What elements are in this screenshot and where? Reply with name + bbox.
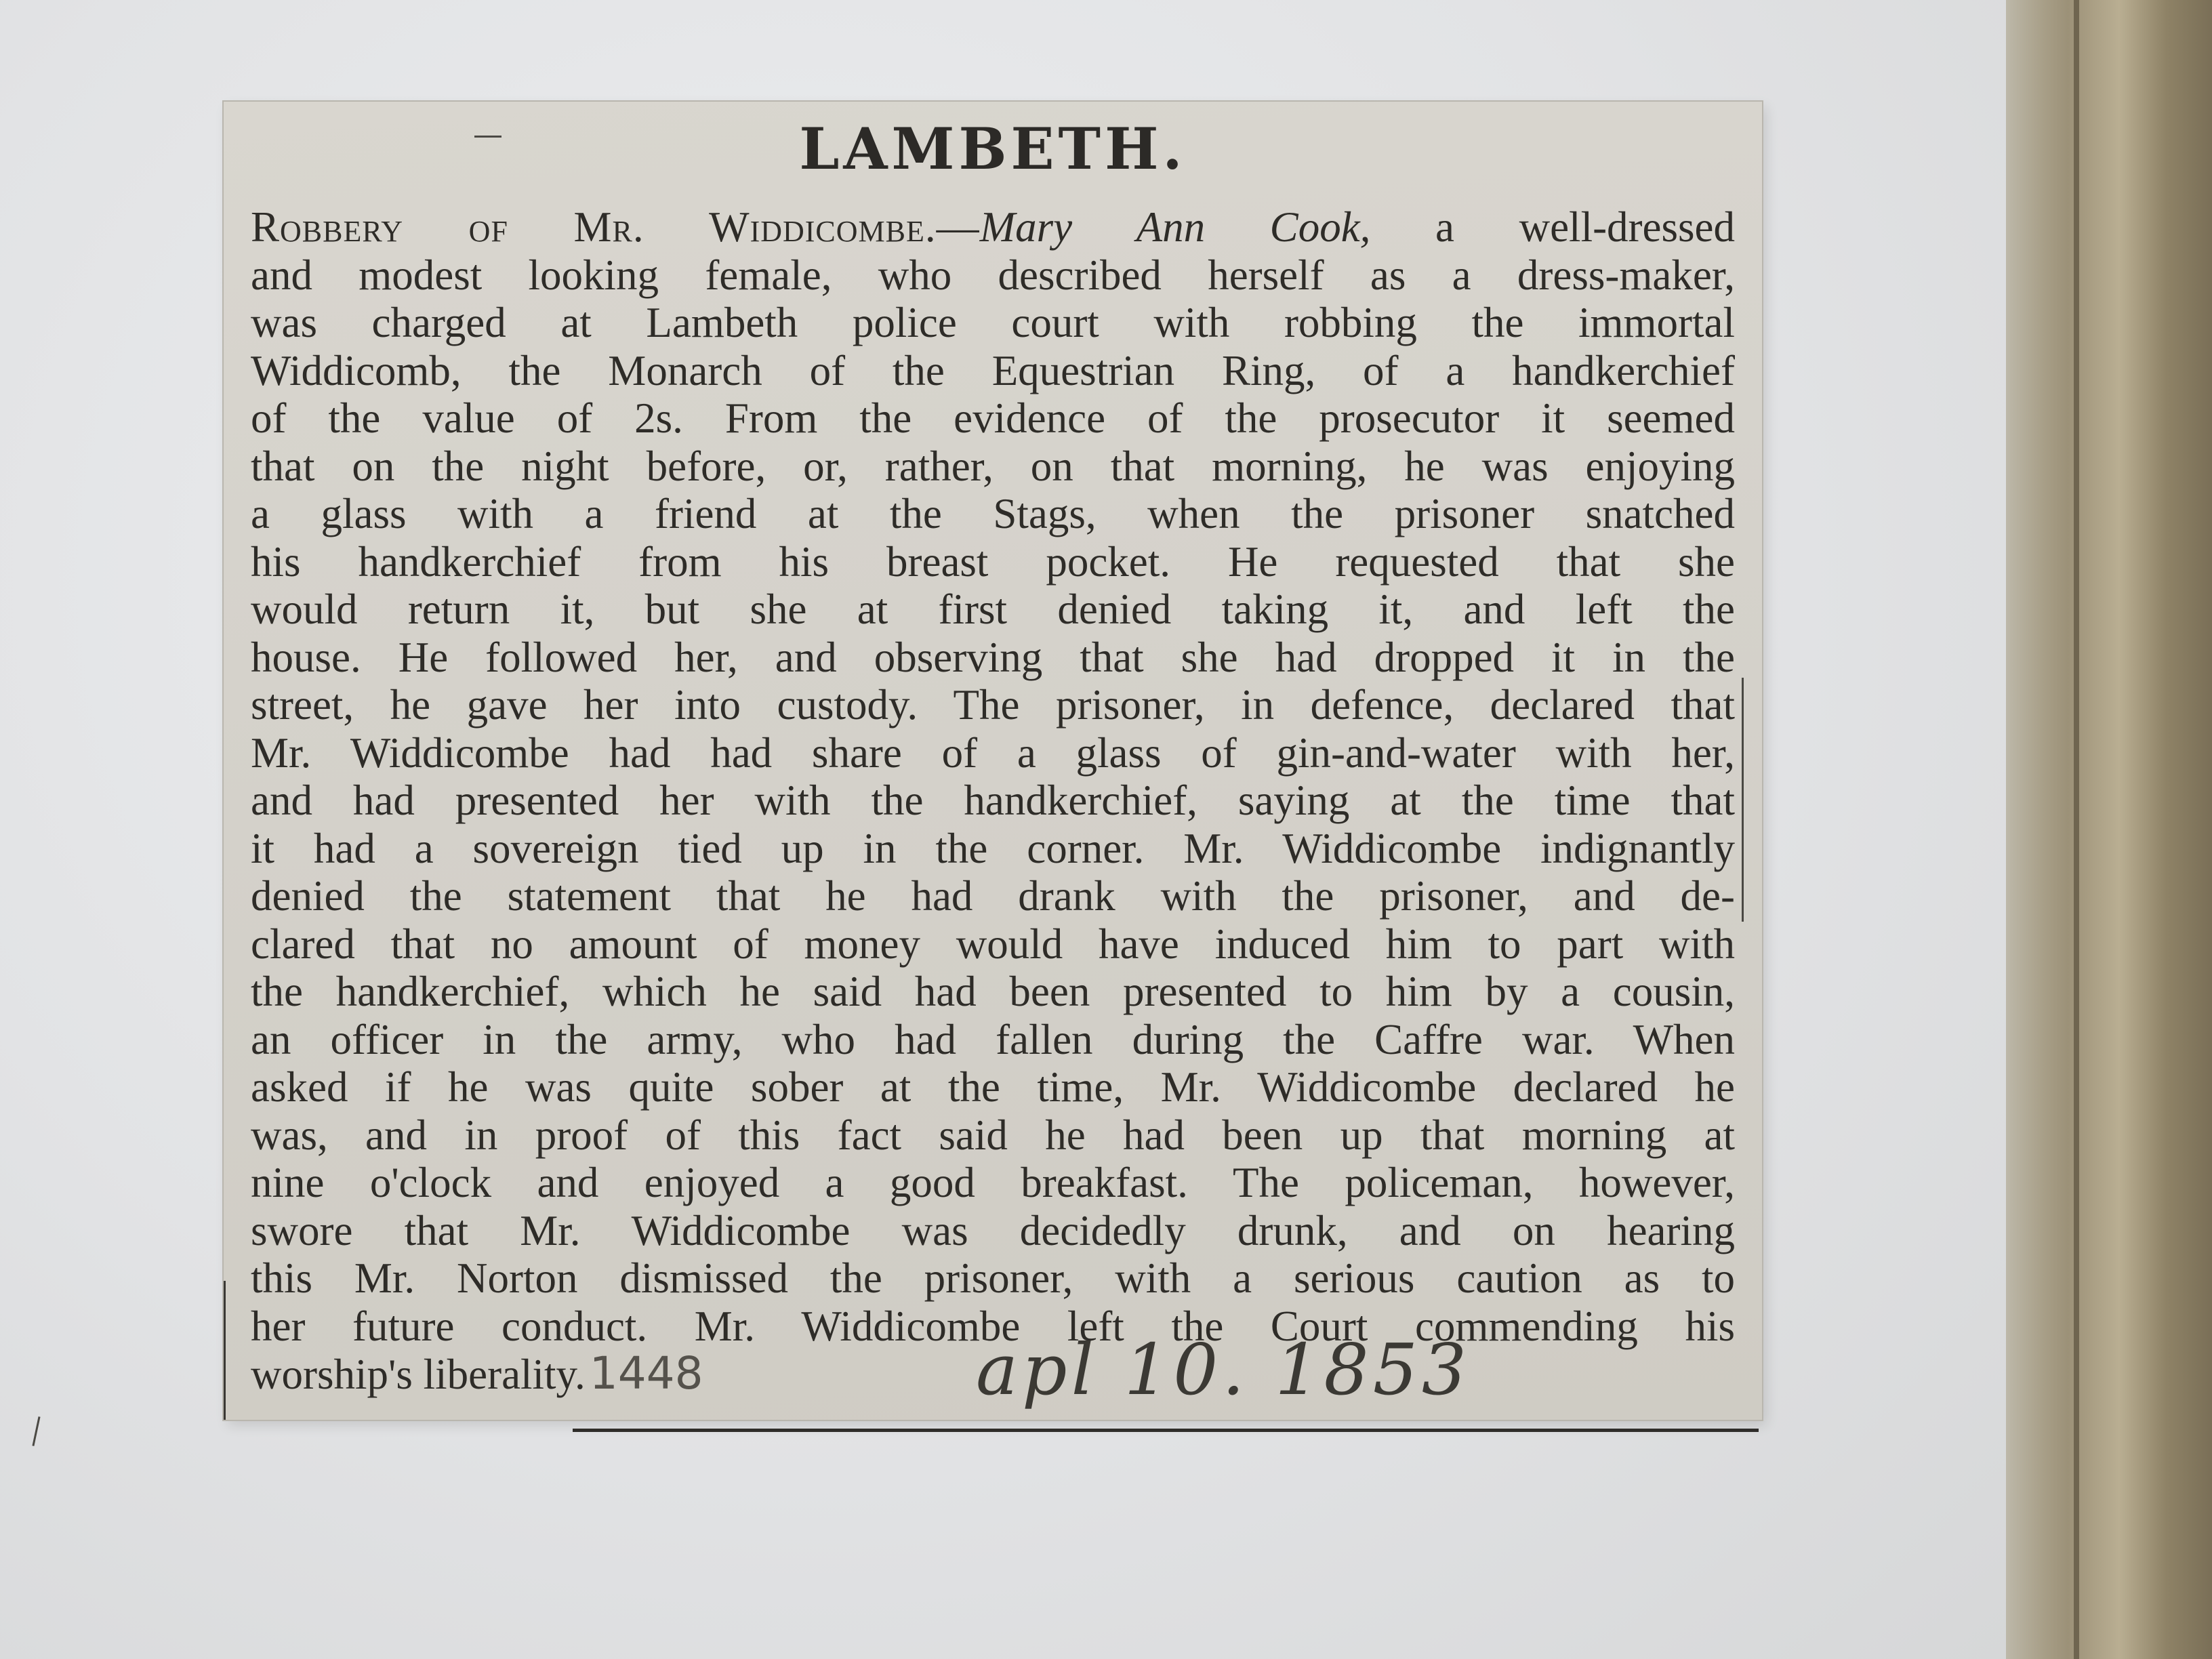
clipping-line: Widdicomb, the Monarch of the Equestrian Ring, of a handkerchief (251, 346, 1735, 394)
clipping-line: street, he gave her into custody. The prisoner, in defence, declared that (251, 681, 1735, 729)
newspaper-clipping (224, 102, 1762, 1420)
clipping-line-text: a well-dressed (1370, 203, 1735, 251)
clipping-line: denied the statement that he had drank with the prisoner, and de- (251, 872, 1735, 920)
clipping-body (251, 203, 1735, 1398)
clipping-line: was, and in proof of this fact said he had been up that morning at (251, 1111, 1735, 1159)
clipping-line: asked if he was quite sober at the time, Mr. Widdicombe declared he (251, 1063, 1735, 1111)
clipping-line: her future conduct. Mr. Widdicombe left the Court commending his (251, 1302, 1735, 1350)
binding-edge (2074, 0, 2079, 1659)
clipping-line: swore that Mr. Widdicombe was decidedly drunk, and on hearing (251, 1206, 1735, 1254)
clipping-edge-line (224, 1281, 226, 1420)
clipping-lead-name: Mary Ann Cook, (979, 203, 1371, 251)
clipping-line: was charged at Lambeth police court with robbing the immortal (251, 299, 1735, 346)
clipping-line: Mr. Widdicombe had had share of a glass of gin-and-water with her, (251, 729, 1735, 777)
clipping-line: clared that no amount of money would have induced him to part with (251, 920, 1735, 968)
clipping-line: his handkerchief from his breast pocket. He requested that she (251, 537, 1735, 586)
clipping-line: nine o'clock and enjoyed a good breakfast. The policeman, however, (251, 1159, 1735, 1206)
clipping-line: that on the night before, or, rather, on that morning, he was enjoying (251, 442, 1735, 490)
clipping-line: and modest looking female, who described herself as a dress-maker, (251, 251, 1735, 299)
clipping-line: this Mr. Norton dismissed the prisoner, with a serious caution as to (251, 1254, 1735, 1302)
clipping-last-text: worship's liberality. (251, 1351, 586, 1398)
clipping-line: and had presented her with the handkerchief, saying at the time that (251, 777, 1735, 824)
clipping-line: the handkerchief, which he said had been presented to him by a cousin, (251, 968, 1735, 1015)
album-binding (2006, 0, 2212, 1659)
clipping-line: would return it, but she at first denied taking it, and left the (251, 586, 1735, 633)
handwritten-number: 1448 (589, 1350, 703, 1398)
clipping-line: a glass with a friend at the Stags, when the prisoner snatched (251, 490, 1735, 537)
handwritten-date: apl 10. 1853 (976, 1328, 1471, 1411)
clipping-lead-caps: Robbery of Mr. Widdicombe.— (251, 203, 980, 251)
clipping-edge-line-right (1742, 678, 1744, 922)
title-dash-mark (474, 136, 501, 138)
clipping-line: of the value of 2s. From the evidence of the prosecutor it seemed (251, 394, 1735, 442)
clipping-line: it had a sovereign tied up in the corner. Mr. Widdicombe indignantly (251, 824, 1735, 872)
clipping-line (251, 203, 1735, 251)
clipping-line: an officer in the army, who had fallen during the Caffre war. When (251, 1015, 1735, 1063)
clipping-title: LAMBETH. (799, 115, 1187, 182)
clipping-line: house. He followed her, and observing that she had dropped it in the (251, 633, 1735, 681)
ink-underline (573, 1429, 1759, 1432)
